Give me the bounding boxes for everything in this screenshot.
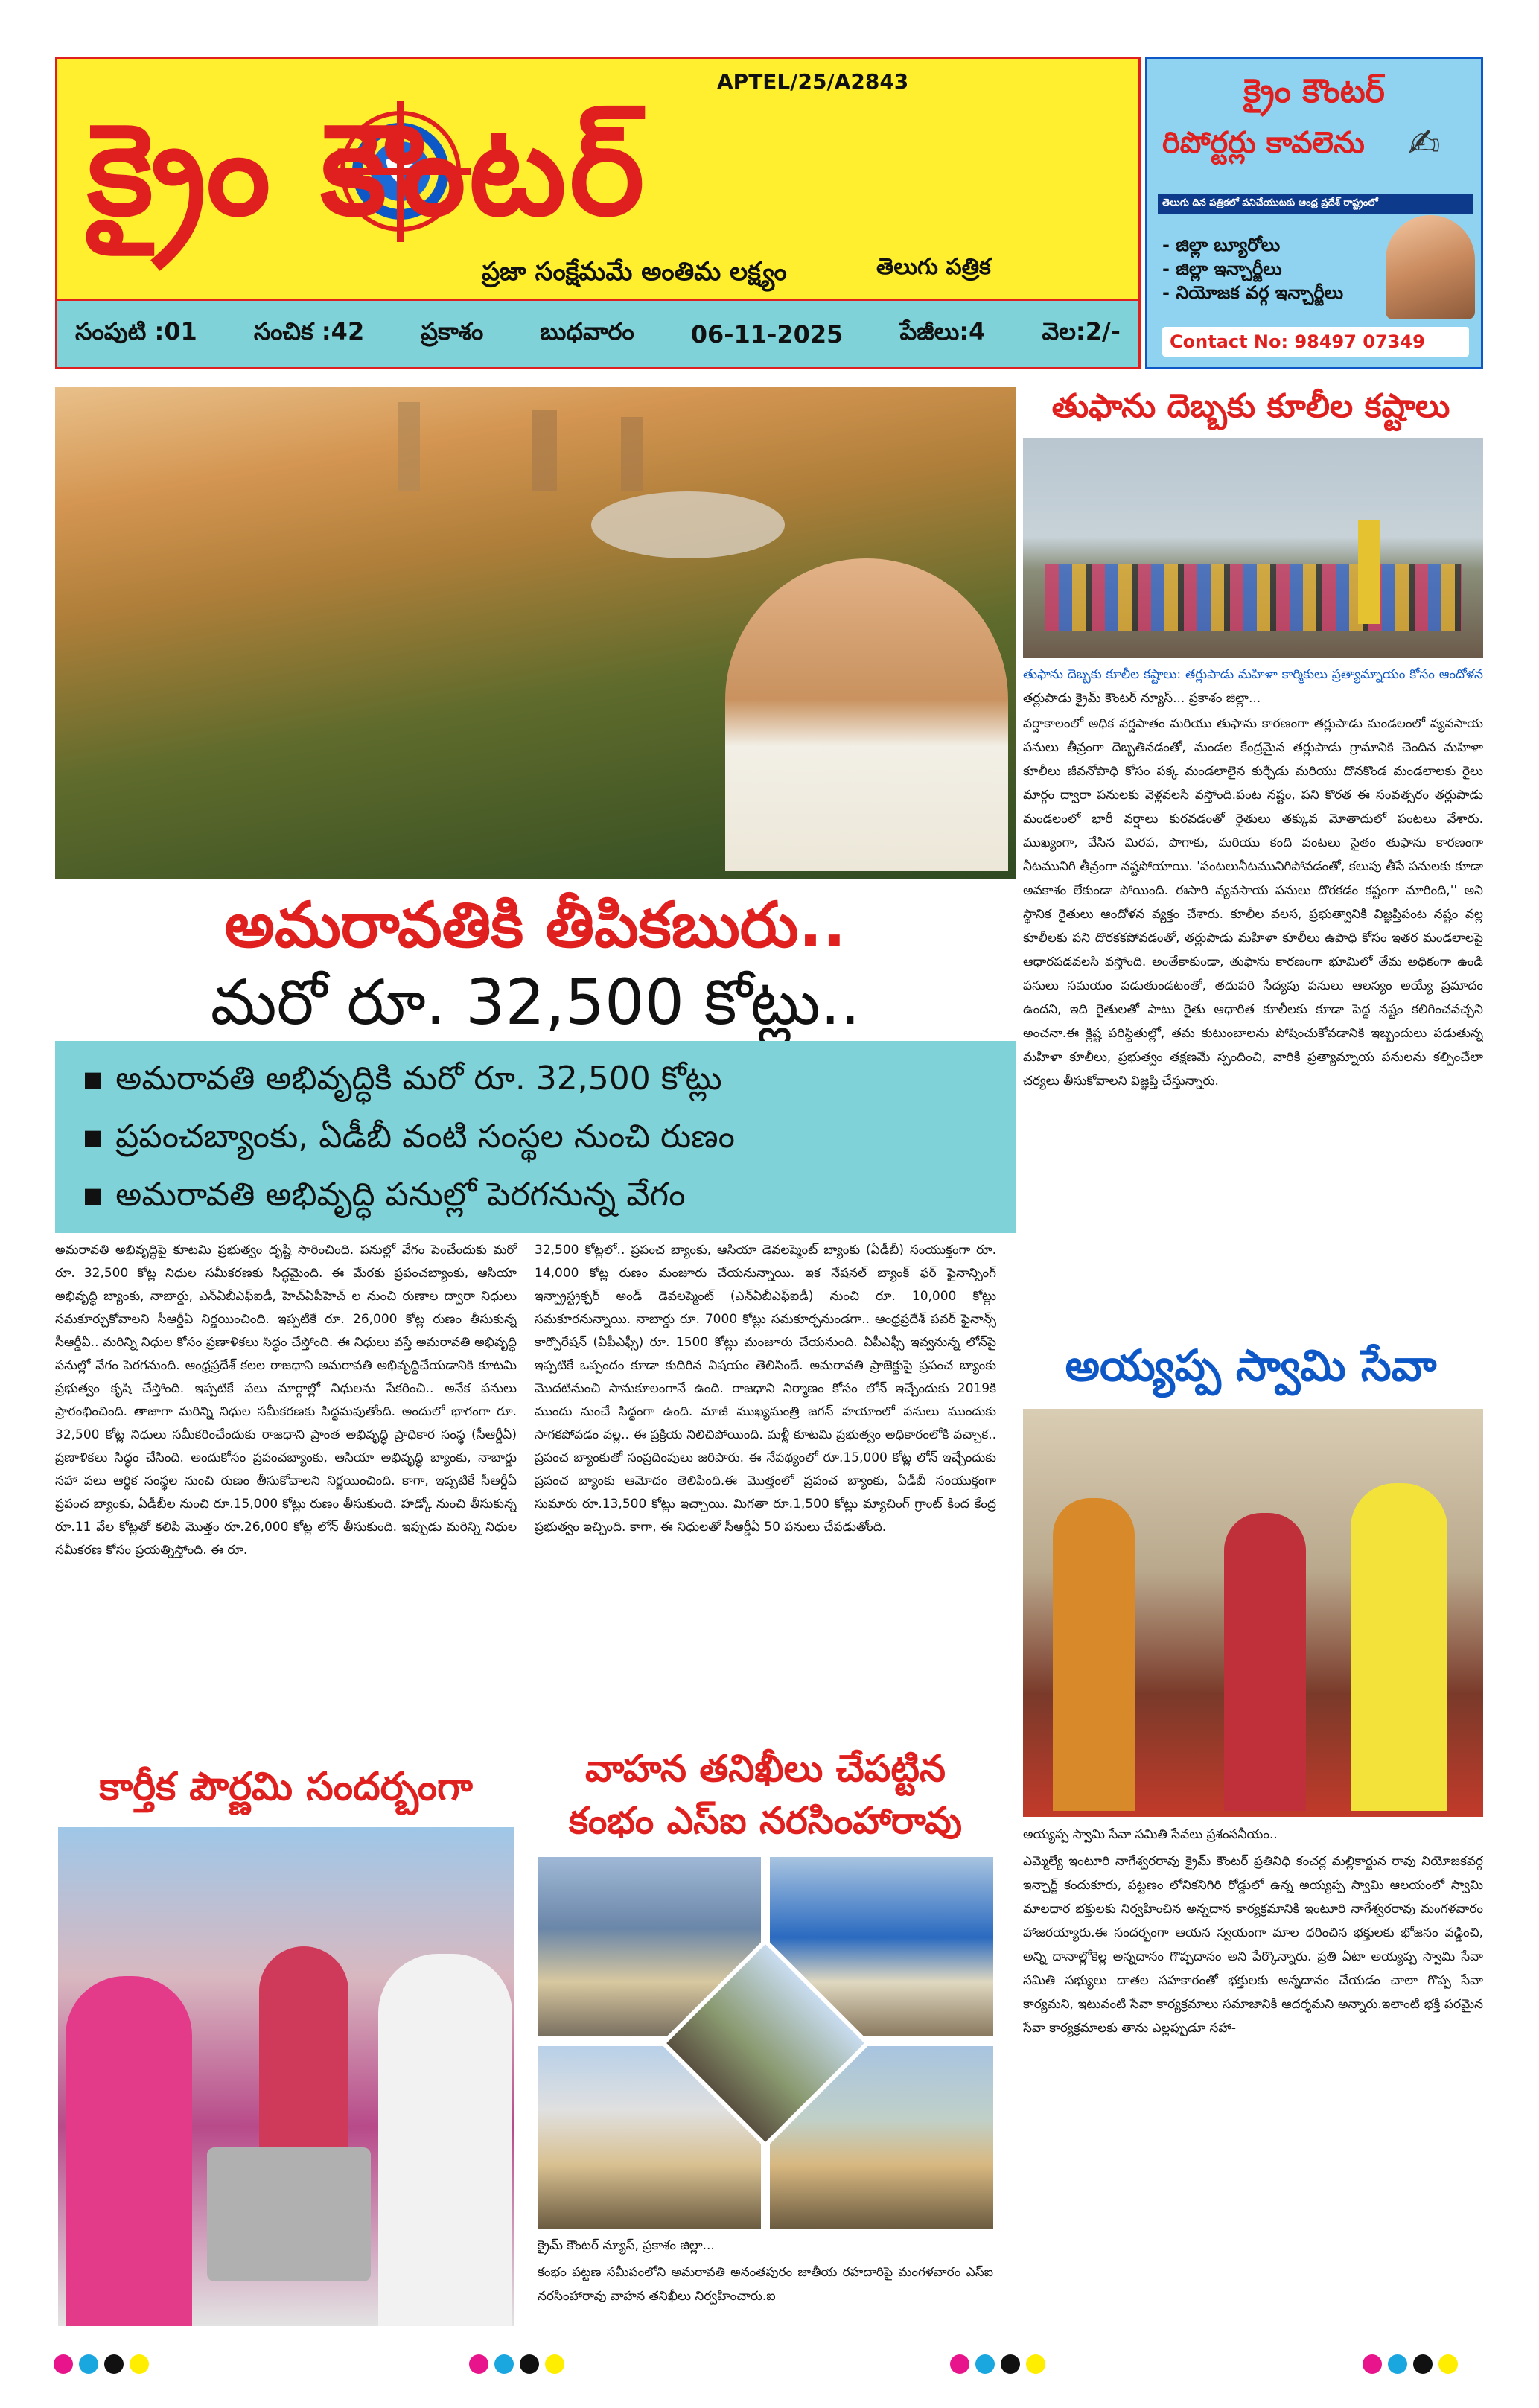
ayyappa-headline: అయ్యప్ప స్వామి సేవా: [1065, 1340, 1437, 1391]
info-place: ప్రకాశం: [421, 316, 484, 345]
ayyappa-body: ఎమ్మెల్యే ఇంటూరి నాగేశ్వరరావు క్రైమ్ కౌంటర్ ప్రతినిధి కంచర్ల మల్లికార్జున రావు నియోజకవర్గ ఇన్చార్జ్ కందుకూరు, పట్టణం లోనికనిగిరి రోడ్డులో ఉన్న అయ్యప్ప స్వామి ఆలయంలో స్వామి మాలధార భక్తులకు నిర్వహించిన అన్నదాన కార్యక్రమానికి ఇంటూరి నాగేశ్వరరావు మంగళవారం హాజరయ్యారు.ఈ సందర్భంగా ఆయన స్వయంగా మాల ధరించిన భక్తులకు భోజనం వడ్డించి, అన్ని దానాల్లోకెల్ల అన్నదానం గొప్పదానం అని పేర్కొన్నారు. ప్రతి ఏటా అయ్యప్ప స్వామి సేవా సమితి సభ్యులు దాతల సహకారంతో భక్తులకు అన్నదానం చేయడం చాలా గొప్ప సేవా కార్యమని, ఇటువంటి సేవా కార్యక్రమాలు సమాజానికి ఆదర్శమని అన్నారు.ఇలాంటి భక్తి పరమైన సేవా కార్యక్రమాలకు తాను ఎల్లప్పుడూ సహా-: [1023, 1854, 1483, 2036]
vehicle-caption: క్రైమ్ కౌంటర్ న్యూస్, ప్రకాశం జిల్లా...: [538, 2238, 715, 2253]
vehicle-photo-collage: [538, 1857, 993, 2229]
ad-heading: రిపోర్టర్లు కావలెను: [1162, 126, 1365, 160]
masthead-title: క్రైం కౌంటర్: [87, 97, 648, 244]
masthead-tagline: ప్రజా సంక్షేమమే అంతిమ లక్ష్యం: [482, 257, 787, 287]
bullet-3: ▪ అమరావతి అభివృద్ధి పనుల్లో పెరగనున్న వేగం: [82, 1176, 686, 1214]
lead-article-col-2: 32,500 కోట్లలో.. ప్రపంచ బ్యాంకు, ఆసియా డెవలప్మెంట్ బ్యాంకు (ఏడీబీ) సంయుక్తంగా రూ. 14,000 కోట్ల రుణం మంజూరు చేయనున్నాయి. ఇక నేషనల్ బ్యాంక్ ఫర్ ఫైనాన్సింగ్ ఇన్ఫ్రాస్ట్రక్చర్ అండ్ డెవలప్మెంట్ (ఎన్ఏబీఎఫ్ఐడీ) నుంచి రూ. 10,000 కోట్లు సమకూరనున్నాయి. నాబార్డు రూ. 7000 కోట్లు సమకూర్చనుండగా.. ఆంధ్రప్రదేశ్ పవర్ ఫైనాన్స్ కార్పొరేషన్ (ఏపీఎఫ్సీ) రూ. 1500 కోట్లు మంజూరు చేయనుంది. ఏపీఎఫ్సీ ఇవ్వనున్న లోన్‌పై ఇప్పటికే ఒప్పందం కూడా కుదిరిన విషయం తెలిసిందే. అమరావతి ప్రాజెక్టుపై ప్రపంచ బ్యాంకు మొదటినుంచి సానుకూలంగానే ఉంది. రాజధాని నిర్మాణం కోసం లోన్ ఇచ్చేందుకు 2019కి ముందు నుంచే సిద్ధంగా ఉంది. మాజీ ముఖ్యమంత్రి జగన్ హయాంలో పనులు ముందుకు సాగకపోవడం వల్ల.. ఈ ప్రక్రియ నిలిచిపోయింది. మళ్లీ కూటమి ప్రభుత్వం అధికారంలోకి వచ్చాక.. ప్రపంచ బ్యాంకుతో సంప్రదింపులు జరిపారు. ఈ నేపథ్యంలో రూ.15,000 కోట్ల లోన్ ఇచ్చేందుకు ప్రపంచ బ్యాంకు ఆమోదం తెలిపింది.ఈ మొత్తంలో ప్రపంచ బ్యాంకు, ఏడీబీ సంయుక్తంగా సుమారు రూ.13,500 కోట్లు ఇచ్చాయి. మిగతా రూ.1,500 కోట్లు మ్యాచింగ్ గ్రాంట్ కింద కేంద్ర ప్రభుత్వం ఇచ్చింది. కాగా, ఈ నిధులతో సీఆర్డీఏ 50 పనులు చేపడుతోంది.: [535, 1243, 996, 1535]
info-volume: సంపుటి :01: [75, 316, 197, 345]
ad-subline: తెలుగు దిన పత్రికలో పనిచేయుటకు ఆంధ్ర ప్రదేశ్ రాష్ట్రంలో: [1158, 194, 1473, 214]
amaravati-render-photo: [55, 387, 1016, 879]
ayyappa-seva-photo: [1023, 1409, 1483, 1817]
lead-headline-2: మరో రూ. 32,500 కోట్లు..: [210, 966, 861, 1039]
cm-portrait: [725, 558, 1008, 871]
storm-caption: తుఫాను దెబ్బకు కూలీల కష్టాలు: తర్లుపాడు మహిళా కార్మికులు ప్రత్యామ్నాయం కోసం ఆందోళన తర్లుపాడు క్రైమ్ కౌంటర్ న్యూస్... ప్రకాశం జిల్లా...: [1023, 667, 1483, 706]
registration-marks-2: [469, 2354, 588, 2377]
info-bar: [57, 299, 1138, 367]
vehicle-headline-1: వాహన తనిఖీలు చేపట్టిన: [584, 1747, 946, 1790]
storm-body: వర్షాకాలంలో అధిక వర్షపాతం మరియు తుఫాను కారణంగా తర్లుపాడు మండలంలో వ్యవసాయ పనులు తీవ్రంగా దెబ్బతినడంతో, మండల కేంద్రమైన తర్లుపాడు గ్రామానికి చెందిన మహిళా కూలీలు జీవనోపాధి కోసం పక్క మండలాలైన కుర్చేడు మరియు దొనకొండ మండలాలకు రైలు మార్గం ద్వారా పనులకు వెళ్లవలసి వస్తోంది.పంట నష్టం, పని కొరత ఈ సంవత్సరం తర్లుపాడు మండలంలో భారీ వర్షాలు కురవడంతో రైతులు తక్కువ మోతాదులో పంటలు వేశారు. ముఖ్యంగా, వేసిన మిరప, పొగాకు, మరియు కంది పంటలు సైతం తుఫాను కారణంగా నీటమునిగి తీవ్రంగా నష్టపోయాయి. 'పంటలునీటమునిగిపోవడంతో, కలుపు తీసే పనులకు కూడా అవకాశం లేకుండా పోయింది. ఈసారి వ్యవసాయ పనులు దొరకడం కష్టంగా మారింది,'' అని స్థానిక రైతులు ఆందోళన వ్యక్తం చేశారు. కూలీల వలస, ప్రభుత్వానికి విజ్ఞప్తిపంట నష్టం వల్ల కూలీలకు పని దొరకకపోవడంతో, తర్లుపాడు మహిళా కూలీలు ఉపాధి కోసం ఇతర మండలాలపై ఆధారపడవలసి వస్తోంది. అంతేకాకుండా, తుఫాను కారణంగా భూమిలో తేమ అధికంగా ఉండి పనులు సమయం పడుతుండటంతో, తదుపరి సేద్యపు పనులు ఆలస్యం అయ్యే ప్రమాదం ఉందని, ఇది రైతులతో పాటు రైతు ఆధారిత కూలీలకు కూడా పెద్ద నష్టం కలిగించవచ్చని అంచనా.ఈ క్లిష్ట పరిస్థితుల్లో, తమ కుటుంబాలను పోషించుకోవడానికి ఇబ్బందులు పడుతున్న మహిళా కూలీలు, ప్రభుత్వం తక్షణమే స్పందించి, వారికి ప్రత్యామ్నాయ పనులను కల్పించేలా చర్యలు తీసుకోవాలని విజ్ఞప్తి చేస్తున్నారు.: [1023, 716, 1483, 1089]
lead-bullets: [55, 1041, 1016, 1233]
bullet-1: ▪ అమరావతి అభివృద్ధికి మరో రూ. 32,500 కోట్లు: [82, 1060, 722, 1098]
ad-item-3: - నియోజక వర్గ ఇన్చార్జీలు: [1162, 282, 1344, 303]
reporter-ad: [1145, 57, 1483, 369]
karthika-headline: కార్తీక పౌర్ణమి సందర్బంగా: [99, 1765, 473, 1809]
ad-item-1: - జిల్లా బ్యూరోలు: [1162, 235, 1281, 255]
info-issue: సంచిక :42: [253, 316, 365, 345]
registration-marks-4: [1363, 2354, 1482, 2377]
info-pages: పేజీలు:4: [899, 316, 986, 345]
reg-number: APTEL/25/A2843: [717, 69, 909, 94]
info-date: 06-11-2025: [690, 319, 844, 348]
megaphone-icon: [1386, 215, 1475, 319]
ad-contact[interactable]: Contact No: 98497 07349: [1162, 327, 1469, 357]
registration-marks-3: [950, 2354, 1069, 2377]
ad-brand: క్రైం కౌంటర్: [1243, 72, 1385, 110]
info-price: వెల:2/-: [1042, 316, 1121, 345]
lead-article-col-1: అమరావతి అభివృద్ధిపై కూటమి ప్రభుత్వం దృష్టి సారించింది. పనుల్లో వేగం పెంచేందుకు మరో రూ. 32,500 కోట్ల నిధుల సమీకరణకు సిద్ధమైంది. ఈ మేరకు ప్రపంచబ్యాంకు, ఆసియా అభివృద్ధి బ్యాంకు, నాబార్డు, ఎన్ఏబీఎఫ్ఐడీ, హెచ్ఏపీహెచ్ ల నుంచి రుణాల ద్వారా నిధులు సమకూర్చుకోవాలని సీఆర్డీఏ నిర్ణయించింది. ఇప్పటికే రూ. 26,000 కోట్ల రుణం తీసుకున్న సీఆర్డీఏ.. మరిన్ని నిధుల కోసం ప్రణాళికలు సిద్ధం చేస్తోంది. ఈ నిధులు వస్తే అమరావతి అభివృద్ధి పనుల్లో వేగం పెరగనుంది. ఆంధ్రప్రదేశ్ కలల రాజధాని అమరావతి అభివృద్ధిచేయడానికి కూటమి ప్రభుత్వం కృషి చేస్తోంది. ఇప్పటికే పలు మార్గాల్లో నిధులను సేకరించి.. అనేక పనులు ప్రారంభించింది. తాజాగా మరిన్ని నిధుల సమీకరణకు సిద్ధమవుతోంది. అందులో భాగంగా రూ. 32,500 కోట్ల నిధులు సమీకరించేందుకు రాజధాని ప్రాంత అభివృద్ధి ప్రాధికార సంస్థ (సీఆర్డీఏ) ప్రణాళికలు సిద్ధం చేసింది. అందుకోసం ప్రపంచబ్యాంకు, ఆసియా అభివృద్ధి బ్యాంకు, నాబార్డు సహా పలు ఆర్థిక సంస్థల నుంచి రుణం తీసుకోవాలని నిర్ణయించింది. కాగా, ఇప్పటికే సీఆర్డీఏ ప్రపంచ బ్యాంకు, ఏడీబీల నుంచి రూ.15,000 కోట్లు రుణం తీసుకుంది. హడ్కో నుంచి తీసుకున్న రూ.11 వేల కోట్లతో కలిపి మొత్తం రూ.26,000 కోట్ల లోన్ తీసుకుంది. ఇప్పుడు మరిన్ని నిధుల సమీకరణ కోసం ప్రయత్నిస్తోంది. ఈ రూ.: [55, 1243, 517, 1558]
vehicle-headline-2: కంభం ఎస్ఐ నరసింహారావు: [568, 1799, 963, 1842]
hand-icon: ✍: [1408, 121, 1441, 166]
storm-workers-photo: [1023, 438, 1483, 658]
karthika-photo: [58, 1827, 514, 2326]
vehicle-body: కంభం పట్టణ సమీపంలోని అమరావతి అనంతపురం జాతీయ రహదారిపై మంగళవారం ఎస్ఐ నరసింహారావు వాహన తనిఖీలు నిర్వహించారు.ఐ: [538, 2265, 993, 2304]
ad-item-2: - జిల్లా ఇన్చార్జీలు: [1162, 258, 1282, 279]
lead-headline-1: అమరావతికి తీపికబురు..: [224, 888, 847, 961]
masthead: [55, 57, 1141, 369]
storm-headline: తుఫాను దెబ్బకు కూలీల కష్టాలు: [1051, 387, 1450, 425]
registration-marks-1: [54, 2354, 173, 2377]
ayyappa-caption: అయ్యప్ప స్వామి సేవా సమితి సేవలు ప్రశంసనీయం..: [1023, 1827, 1278, 1842]
bullet-2: ▪ ప్రపంచబ్యాంకు, ఏడీబీ వంటి సంస్థల నుంచి రుణం: [82, 1118, 735, 1156]
info-day: బుధవారం: [540, 316, 634, 345]
masthead-subtitle: తెలుగు పత్రిక: [876, 254, 991, 280]
